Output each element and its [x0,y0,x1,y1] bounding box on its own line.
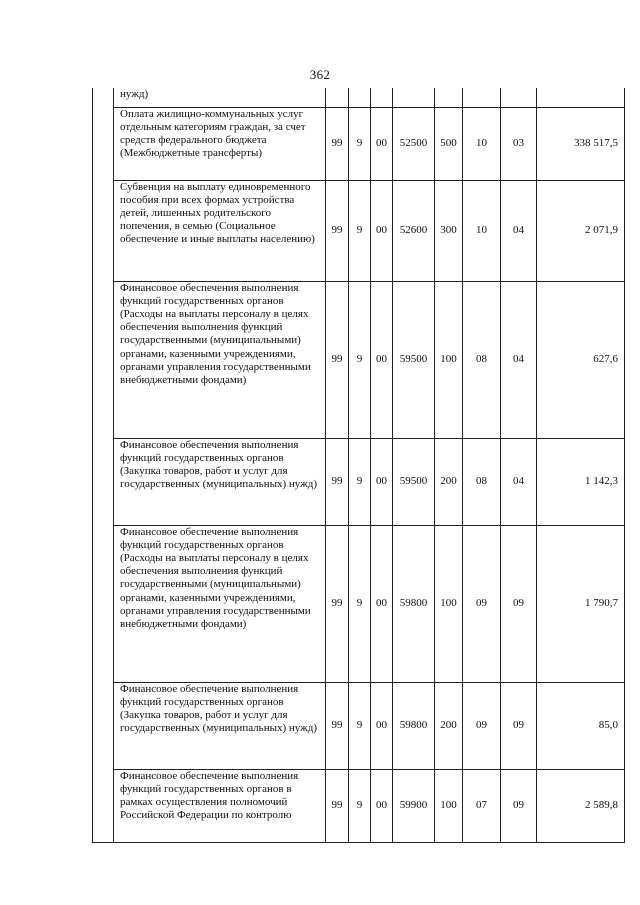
table-row [93,107,625,180]
activity-code-cell: 00 [371,281,393,438]
section-cell [463,88,501,107]
row-spacer-cell [93,107,114,180]
activity-code-cell: 00 [371,180,393,281]
amount-cell: 2 071,9 [537,180,625,281]
table-row [93,682,625,769]
program-code-cell: 99 [326,281,349,438]
activity-code-cell: 00 [371,769,393,842]
row-spacer-cell [93,438,114,525]
expense-type-cell [435,88,463,107]
expense-name-cell: Оплата жилищно-коммунальных услуг отдельным категориям граждан, за счет средств федерального бюджета (Межбюджетные трансферты) [114,107,326,180]
row-spacer-cell [93,769,114,842]
row-spacer-cell [93,525,114,682]
subprogram-code-cell: 9 [349,525,371,682]
subsection-cell: 04 [501,438,537,525]
activity-code-cell: 00 [371,438,393,525]
subprogram-code-cell: 9 [349,281,371,438]
subprogram-code-cell [349,88,371,107]
direction-code-cell: 59800 [393,525,435,682]
row-spacer-cell [93,88,114,107]
amount-cell: 85,0 [537,682,625,769]
expense-type-cell: 100 [435,769,463,842]
expense-name-cell: нужд) [114,88,326,107]
amount-cell [537,88,625,107]
section-cell: 08 [463,281,501,438]
expense-type-cell: 300 [435,180,463,281]
expense-type-cell: 100 [435,525,463,682]
subsection-cell: 04 [501,281,537,438]
direction-code-cell: 59900 [393,769,435,842]
direction-code-cell: 59500 [393,438,435,525]
expense-name-cell: Финансовое обеспечения выполнения функций государственных органов (Расходы на выплаты персоналу в целях обеспечения выполнения функций государственными (муниципальными) органами, казенными учреждениями, органами управления государственными внебюджетными фондами) [114,281,326,438]
subsection-cell: 09 [501,769,537,842]
program-code-cell: 99 [326,107,349,180]
row-spacer-cell [93,180,114,281]
table-row [93,525,625,682]
activity-code-cell: 00 [371,525,393,682]
row-spacer-cell [93,682,114,769]
direction-code-cell: 59800 [393,682,435,769]
activity-code-cell: 00 [371,107,393,180]
program-code-cell: 99 [326,682,349,769]
table-row [93,281,625,438]
section-cell: 09 [463,525,501,682]
amount-cell: 338 517,5 [537,107,625,180]
expense-type-cell: 200 [435,438,463,525]
budget-table [92,88,625,843]
section-cell: 07 [463,769,501,842]
subprogram-code-cell: 9 [349,438,371,525]
subprogram-code-cell: 9 [349,180,371,281]
program-code-cell: 99 [326,769,349,842]
direction-code-cell: 59500 [393,281,435,438]
table-row [93,438,625,525]
direction-code-cell: 52600 [393,180,435,281]
subsection-cell: 03 [501,107,537,180]
expense-name-cell: Субвенция на выплату единовременного пособия при всех формах устройства детей, лишенных родительского попечения, в семью (Социальное обеспечение и иные выплаты населению) [114,180,326,281]
page-number: 362 [309,67,331,82]
section-cell: 10 [463,107,501,180]
activity-code-cell [371,88,393,107]
table-row [93,180,625,281]
subsection-cell: 09 [501,525,537,682]
row-spacer-cell [93,281,114,438]
amount-cell: 1 790,7 [537,525,625,682]
amount-cell: 2 589,8 [537,769,625,842]
section-cell: 08 [463,438,501,525]
subsection-cell: 04 [501,180,537,281]
expense-type-cell: 500 [435,107,463,180]
program-code-cell: 99 [326,180,349,281]
direction-code-cell [393,88,435,107]
expense-type-cell: 100 [435,281,463,438]
expense-type-cell: 200 [435,682,463,769]
activity-code-cell: 00 [371,682,393,769]
subprogram-code-cell: 9 [349,682,371,769]
expense-name-cell: Финансовое обеспечения выполнения функций государственных органов (Закупка товаров, работ и услуг для государственных (муниципальных) нужд) [114,438,326,525]
expense-name-cell: Финансовое обеспечение выполнения функций государственных органов (Расходы на выплаты персоналу в целях обеспечения выполнения функций государственными (муниципальными) органами, казенными учреждениями, органами управления государственными внебюджетными фондами) [114,525,326,682]
expense-name-cell: Финансовое обеспечение выполнения функций государственных органов в рамках осуществления полномочий Российской Федерации по контролю [114,769,326,842]
subsection-cell: 09 [501,682,537,769]
subprogram-code-cell: 9 [349,107,371,180]
program-code-cell: 99 [326,438,349,525]
amount-cell: 1 142,3 [537,438,625,525]
table-row [93,769,625,842]
expense-name-cell: Финансовое обеспечение выполнения функций государственных органов (Закупка товаров, работ и услуг для государственных (муниципальных) нужд) [114,682,326,769]
subsection-cell [501,88,537,107]
table-row [93,88,625,107]
amount-cell: 627,6 [537,281,625,438]
direction-code-cell: 52500 [393,107,435,180]
section-cell: 10 [463,180,501,281]
subprogram-code-cell: 9 [349,769,371,842]
program-code-cell [326,88,349,107]
section-cell: 09 [463,682,501,769]
program-code-cell: 99 [326,525,349,682]
